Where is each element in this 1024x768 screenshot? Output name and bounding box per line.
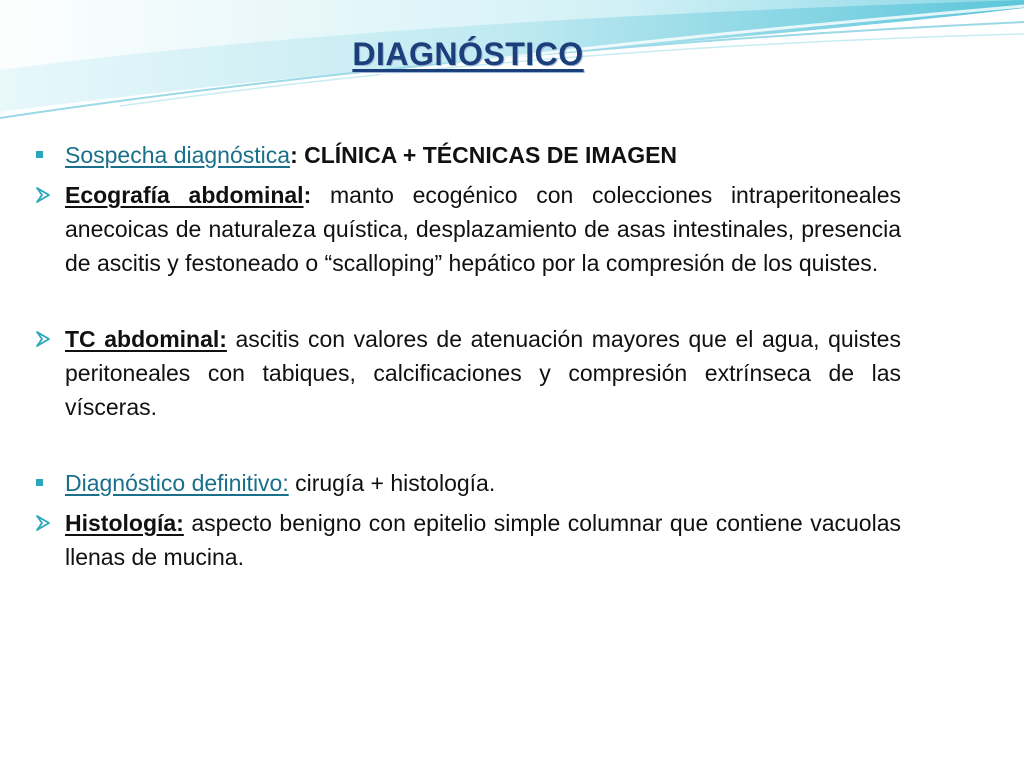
list-item-diagnostico-definitivo [34, 466, 901, 500]
list-item-sospecha [34, 138, 901, 172]
item-tc-text: ascitis con valores de atenuación mayores que el agua, quistes peritoneales con tabiques, calcificaciones y compresión extrínseca de las vísceras. [65, 326, 901, 420]
list-item-tc [34, 322, 901, 424]
arrow-bullet-icon [34, 329, 54, 349]
term-diagnostico-definitivo: Diagnóstico definitivo: [65, 470, 289, 496]
term-tc: TC abdominal: [65, 326, 227, 352]
item-ecografia-text: manto ecogénico con colecciones intraperitoneales anecoicas de naturaleza quística, desplazamiento de asas intestinales, presencia de ascitis y festoneado o “scalloping” hepático por la compresión de los quistes. [65, 182, 901, 276]
arrow-bullet-icon [34, 185, 54, 205]
square-bullet-icon [36, 151, 43, 158]
item-diagnostico-definitivo-text: cirugía + histología. [288, 470, 496, 496]
term-ecografia: Ecografía abdominal [65, 182, 304, 208]
square-bullet-icon [36, 479, 43, 486]
item-histologia-text: aspecto benigno con epitelio simple columnar que contiene vacuolas llenas de mucina. [65, 510, 901, 570]
term-histologia: Histología: [65, 510, 184, 536]
list-item-ecografia [34, 178, 901, 280]
term-ecografia-colon: : [303, 182, 312, 208]
bullet-list [34, 138, 901, 574]
list-item-histologia [34, 506, 901, 574]
arrow-bullet-icon [34, 513, 54, 533]
term-sospecha: Sospecha diagnóstica [65, 142, 291, 168]
item-sospecha-text: : CLÍNICA + TÉCNICAS DE IMAGEN [290, 142, 678, 168]
slide-title: DIAGNÓSTICO [352, 36, 584, 72]
